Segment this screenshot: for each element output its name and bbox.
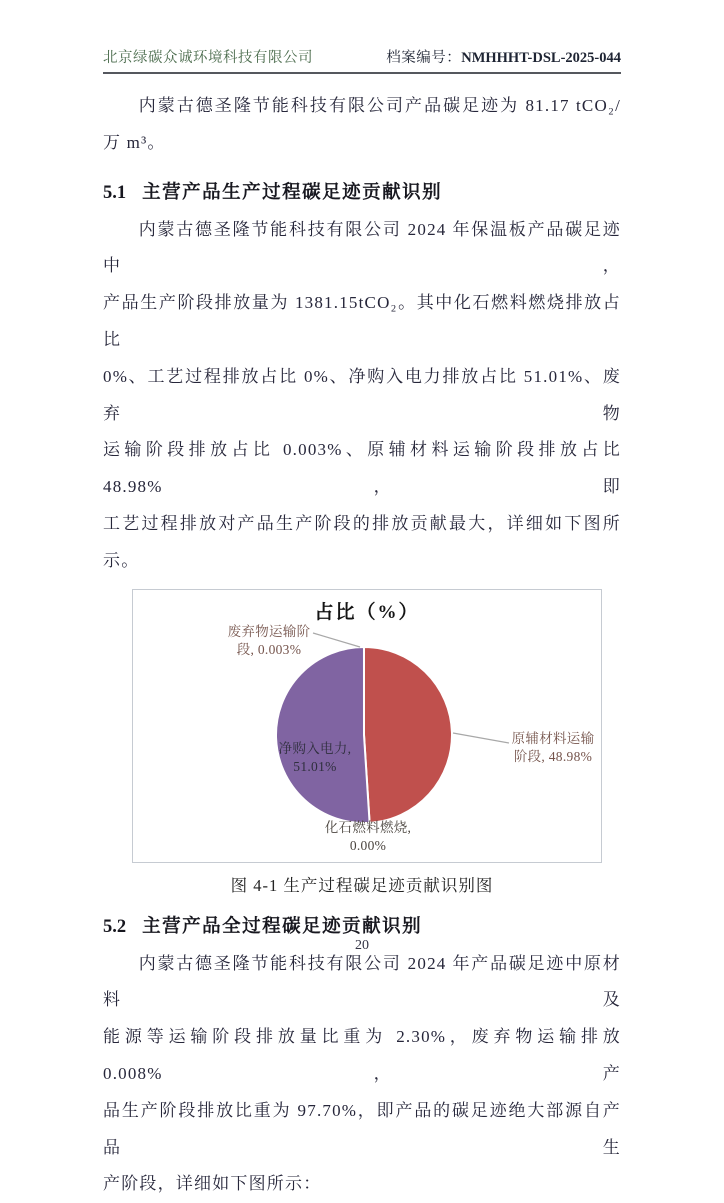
section-5-1-title: 主营产品生产过程碳足迹贡献识别: [142, 182, 443, 203]
paragraph-line: 运输阶段排放占比 0.003%、原辅材料运输阶段排放占比 48.98%，即: [103, 440, 621, 497]
pie-label-fossil-line1: 化石燃料燃烧,: [324, 819, 412, 835]
pie-label-material-line1: 原辅材料运输: [511, 730, 595, 746]
paragraph-line: 0%、工艺过程排放占比 0%、净购入电力排放占比 51.01%、废弃物: [103, 366, 621, 423]
page-content: [103, 0, 621, 1203]
pie-label-fossil-fuel: [308, 819, 428, 855]
section-5-2-number: 5.2: [103, 916, 127, 937]
paragraph-line: 产品生产阶段排放量为 1381.15tCO₂。其中化石燃料燃烧排放占比: [103, 293, 621, 349]
paragraph-line: 品生产阶段排放比重为 97.70%，即产品的碳足迹绝大部源自产品生: [103, 1100, 621, 1157]
paragraph-line: 产阶段，详细如下图所示：: [103, 1174, 322, 1194]
paragraph-line: 内蒙古德圣隆节能科技有限公司 2024 年产品碳足迹中原材料及: [103, 953, 621, 1010]
section-5-2-title: 主营产品全过程碳足迹贡献识别: [142, 916, 423, 937]
leader-line-waste: [313, 633, 360, 647]
pie-label-fossil-line2: 0.00%: [349, 837, 387, 853]
chart-title: 占比（%）: [314, 601, 420, 623]
header-company-name: 北京绿碳众诚环境科技有限公司: [103, 50, 313, 66]
section-5-2-paragraph: [103, 946, 621, 1203]
section-5-1-paragraph: [103, 212, 621, 580]
intro-paragraph: [103, 88, 621, 162]
paragraph-line: 工艺过程排放对产品生产阶段的排放贡献最大，详细如下图所示。: [103, 513, 621, 570]
paragraph-line: 能源等运输阶段排放量比重为 2.30%，废弃物运输排放 0.008%，产: [103, 1027, 621, 1083]
pie-label-waste-transport: [221, 623, 317, 659]
leader-line-material: [453, 733, 509, 743]
section-5-2-heading: [103, 912, 621, 938]
pie-label-material-transport: [511, 730, 595, 766]
pie-label-waste-line2: 段, 0.003%: [236, 641, 302, 657]
page-number: 20: [355, 938, 369, 953]
pie-label-waste-line1: 废弃物运输阶: [227, 623, 311, 639]
page-header: [103, 46, 621, 74]
pie-label-electricity-line2: 51.01%: [293, 758, 337, 774]
pie-label-electricity-line1: 净购入电力,: [278, 740, 352, 756]
pie-label-purchased-electricity: [265, 740, 365, 776]
paragraph-line: 内蒙古德圣隆节能科技有限公司 2024 年保温板产品碳足迹中，: [103, 219, 621, 276]
pie-chart-figure: [132, 589, 602, 863]
section-5-1-number: 5.1: [103, 182, 127, 203]
pie-slice-purchased-electricity: [276, 647, 370, 823]
doc-number-value: NMHHHT-DSL-2025-044: [461, 50, 621, 66]
figure-caption: 图 4-1 生产过程碳足迹贡献识别图: [230, 875, 494, 895]
paragraph-line: 内蒙古德圣隆节能科技有限公司产品碳足迹为 81.17 tCO₂/万 m³。: [103, 96, 621, 152]
header-doc-number: [386, 46, 621, 67]
pie-slices: [276, 647, 452, 823]
doc-number-label: 档案编号：: [386, 50, 462, 66]
pie-slice-material-transport: [364, 647, 452, 823]
pie-label-material-line2: 阶段, 48.98%: [513, 748, 593, 764]
section-5-1-heading: [103, 178, 621, 204]
